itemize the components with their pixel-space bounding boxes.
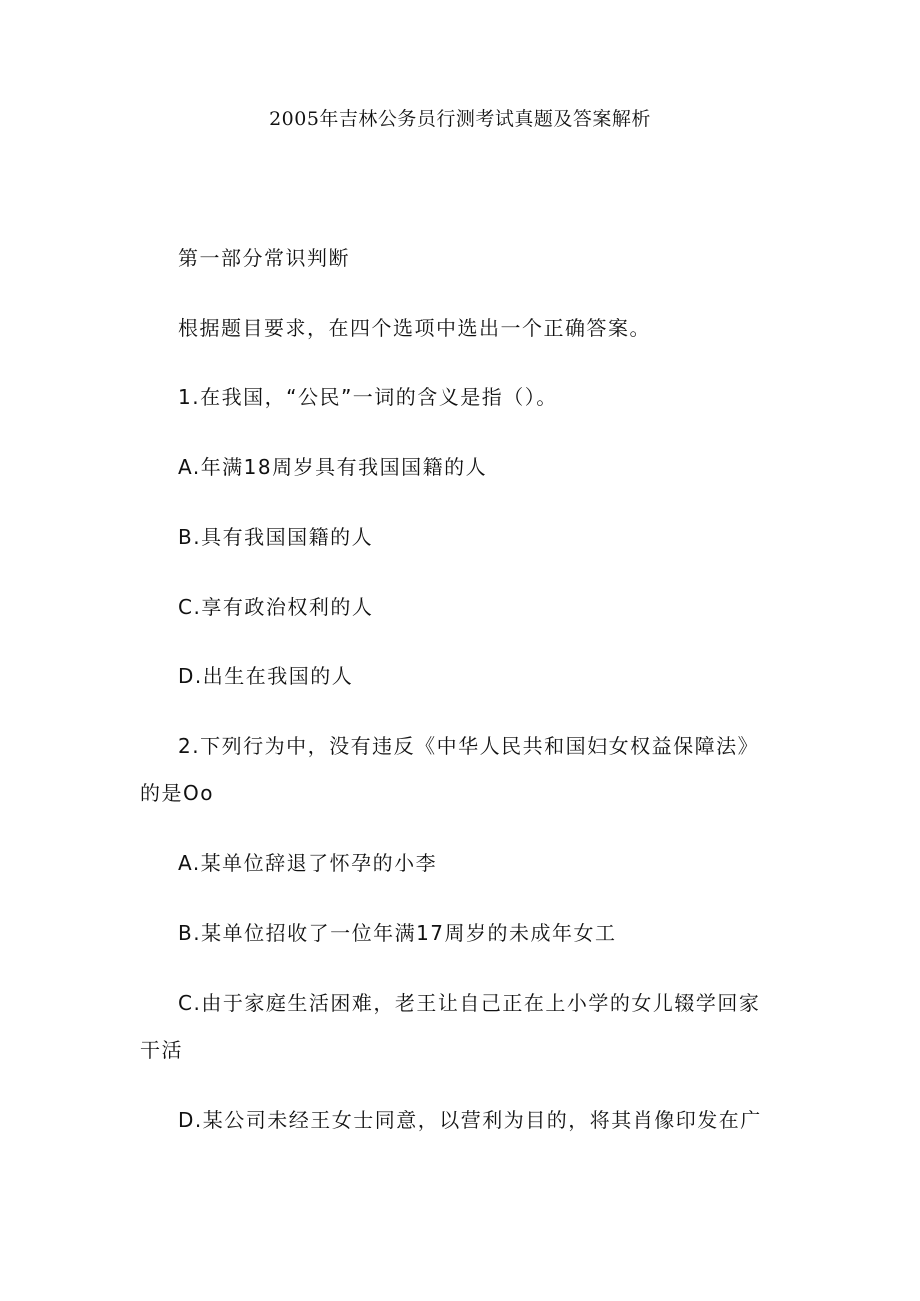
question-2-stem-line2: 的是Oo <box>140 781 214 805</box>
question-1-option-b: B.具有我国国籍的人 <box>178 525 374 549</box>
question-2-option-c-line1: C.由于家庭生活困难，老王让自己正在上小学的女儿辍学回家 <box>178 991 761 1015</box>
instruction-text: 根据题目要求，在四个选项中选出一个正确答案。 <box>178 316 651 340</box>
question-2-stem-line1: 2.下列行为中，没有违反《中华人民共和国妇女权益保障法》 <box>178 734 760 758</box>
question-1-option-a: A.年满18周岁具有我国国籍的人 <box>178 455 488 479</box>
question-1-option-c: C.享有政治权利的人 <box>178 595 374 619</box>
question-2-option-b: B.某单位招收了一位年满17周岁的未成年女工 <box>178 921 617 945</box>
question-1-option-d: D.出生在我国的人 <box>178 664 354 688</box>
question-2-option-a: A.某单位辞退了怀孕的小李 <box>178 851 438 875</box>
question-2-option-c-line2: 干活 <box>140 1038 183 1062</box>
document-title: 2005年吉林公务员行测考试真题及答案解析 <box>269 108 651 130</box>
section-heading: 第一部分常识判断 <box>178 246 350 270</box>
question-1-stem: 1.在我国，“公民”一词的含义是指（）。 <box>178 385 558 409</box>
question-2-option-d: D.某公司未经王女士同意，以营利为目的，将其肖像印发在广 <box>178 1108 762 1132</box>
